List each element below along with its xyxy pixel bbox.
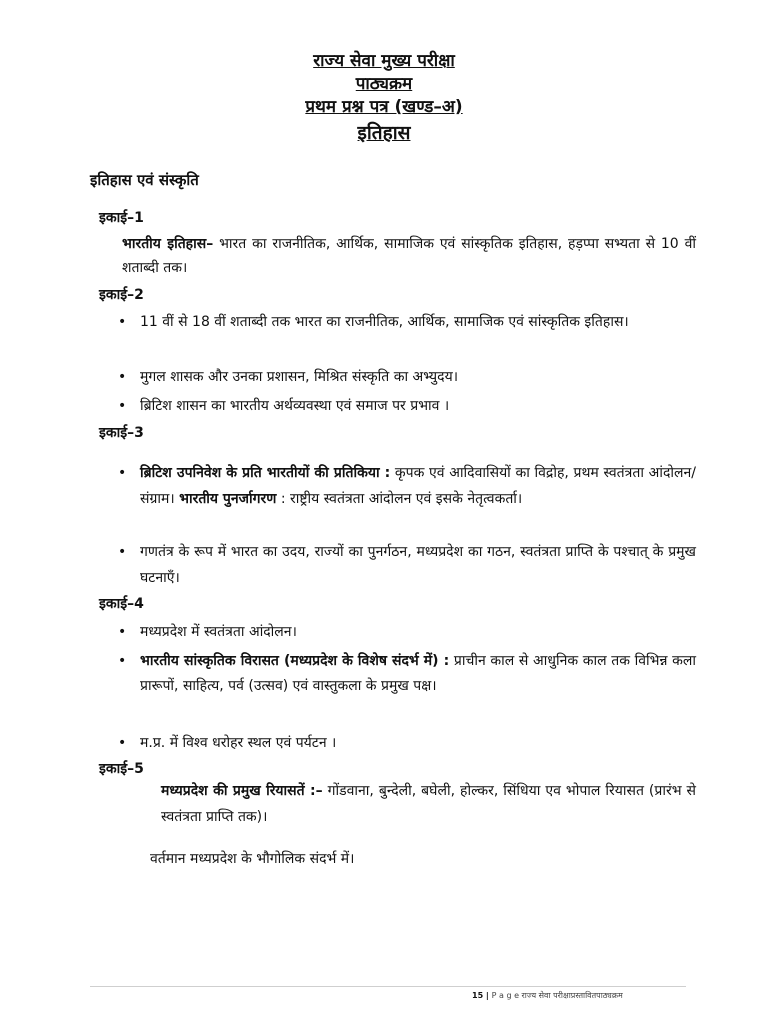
unit-1-bold: भारतीय इतिहास–: [122, 236, 214, 252]
bullet-icon: •: [118, 624, 127, 640]
section-heading: इतिहास एवं संस्कृति: [90, 171, 199, 189]
unit-5-text: [161, 778, 696, 830]
unit-2-label: इकाई–2: [99, 287, 144, 303]
footer-divider: [90, 986, 686, 987]
unit-5-bold: मध्यप्रदेश की प्रमुख रियासतें :–: [161, 783, 323, 799]
unit-4-bullet-3-text: म.प्र. में विश्व धरोहर स्थल एवं पर्यटन ।: [140, 735, 337, 751]
bullet-icon: •: [118, 735, 127, 751]
unit-3-bullet-1: [118, 460, 696, 512]
unit-1-body: भारत का राजनीतिक, आर्थिक, सामाजिक एवं सांस्कृतिक इतिहास, हड़प्पा सभ्यता से 10 वीं शताब्दी तक।: [122, 236, 696, 276]
footer-separator: |: [483, 991, 492, 1000]
unit-4-bullet-2-bold: भारतीय सांस्कृतिक विरासत (मध्यप्रदेश के विशेष संदर्भ में) :: [140, 653, 450, 669]
title-block: [0, 50, 768, 147]
bullet-icon: •: [118, 369, 127, 385]
unit-5-extra: वर्तमान मध्यप्रदेश के भौगोलिक संदर्भ में।: [150, 851, 355, 867]
unit-4-bullet-2: [118, 649, 696, 699]
unit-4-bullet-1-text: मध्यप्रदेश में स्वतंत्रता आंदोलन।: [140, 624, 297, 640]
unit-4-bullet-3: [118, 730, 696, 756]
footer-text: P a g e राज्य सेवा परीक्षाप्रस्तावितपाठ्यक्रम: [491, 991, 623, 1000]
exam-title: राज्य सेवा मुख्य परीक्षा: [313, 51, 455, 71]
bullet-icon: •: [118, 653, 127, 669]
unit-5-body: गोंडवाना, बुन्देली, बघेली, होल्कर, सिंधिया एव भोपाल रियासत (प्रारंभ से स्वतंत्रता प्राप्ति तक)।: [161, 783, 696, 825]
unit-2-bullet-1-text: 11 वीं से 18 वीं शताब्दी तक भारत का राजनीतिक, आर्थिक, सामाजिक एवं सांस्कृतिक इतिहास।: [140, 314, 629, 330]
unit-4-label: इकाई–4: [99, 596, 144, 612]
page-number: 15: [472, 991, 484, 1000]
bullet-icon: •: [118, 398, 127, 414]
unit-2-bullet-2: [118, 364, 696, 390]
subject-title: इतिहास: [357, 122, 411, 144]
unit-2-bullet-1: [118, 310, 696, 334]
unit-4-bullet-2-text: प्राचीन काल से आधुनिक काल तक विभिन्न कला प्रारूपों, साहित्य, पर्व (उत्सव) एवं वास्तुकला के प्रमुख पक्ष।: [140, 653, 696, 694]
unit-3-bullet-1-text-b: : राष्ट्रीय स्वतंत्रता आंदोलन एवं इसके नेतृत्वकर्ता।: [276, 491, 523, 507]
unit-2-bullet-2-text: मुगल शासक और उनका प्रशासन, मिश्रित संस्कृति का अभ्युदय।: [140, 369, 459, 385]
unit-3-label: इकाई–3: [99, 425, 144, 441]
unit-1-text: [122, 232, 696, 280]
unit-4-bullet-1: [118, 619, 696, 645]
syllabus-title: पाठ्यक्रम: [355, 74, 413, 94]
unit-1-label: इकाई–1: [99, 210, 144, 226]
unit-5-label: इकाई–5: [99, 761, 144, 777]
unit-2-bullet-3: [118, 393, 696, 419]
unit-3-bullet-2: [118, 539, 696, 591]
unit-3-bullet-1-bold-b: भारतीय पुनर्जागरण: [179, 491, 277, 507]
bullet-icon: •: [118, 465, 127, 481]
unit-2-bullet-3-text: ब्रिटिश शासन का भारतीय अर्थव्यवस्था एवं समाज पर प्रभाव ।: [140, 398, 450, 414]
paper-title: प्रथम प्रश्न पत्र (खण्ड–अ): [305, 97, 463, 117]
bullet-icon: •: [118, 314, 127, 330]
unit-3-bullet-1-bold-a: ब्रिटिश उपनिवेश के प्रति भारतीयों की प्रतिकिया :: [140, 465, 391, 481]
page-footer: [472, 990, 623, 1001]
unit-3-bullet-2-text: गणतंत्र के रूप में भारत का उदय, राज्यों का पुनर्गठन, मध्यप्रदेश का गठन, स्वतंत्रता प्राप्ति के पश्चात् के प्रमुख घटनाएँ।: [140, 544, 696, 586]
bullet-icon: •: [118, 544, 127, 560]
unit-3-bullet-1-text-a: कृपक एवं आदिवासियों का विद्रोह, प्रथम स्वतंत्रता आंदोलन/संग्राम।: [140, 465, 696, 507]
